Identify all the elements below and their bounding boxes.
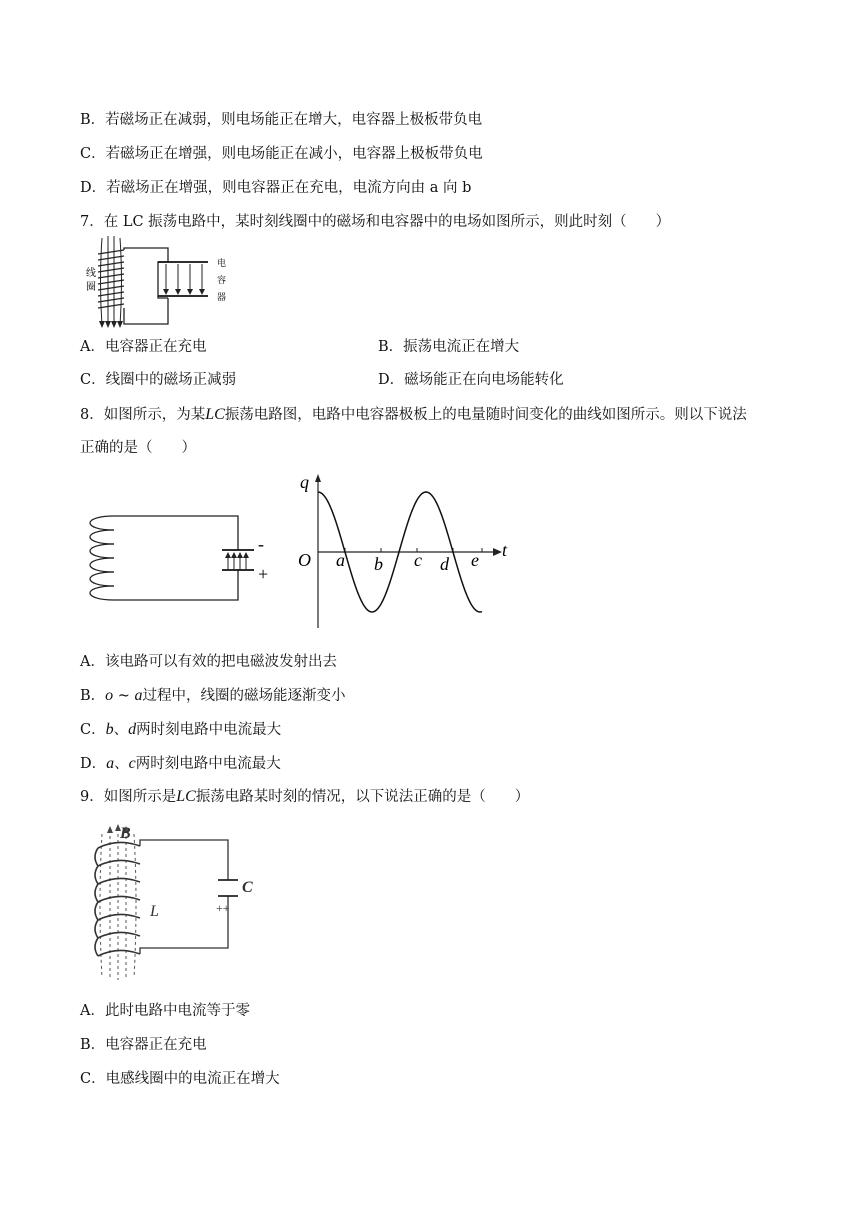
q7-cap-label-char3: 器 [217, 292, 227, 302]
q8-graph-point-d: d [440, 554, 449, 574]
q8-option-c-d: d [128, 721, 137, 738]
q8-option-c-b: b [105, 721, 114, 738]
q8-stem-post: 振荡电路图，电路中电容器极板上的电量随时间变化的曲线如图所示。则以下说法 [224, 407, 747, 423]
q8-option-d [80, 754, 281, 774]
q8-graph-point-a: a [336, 550, 345, 570]
q8-plate-plus: + [258, 564, 269, 584]
q9-label-C: C [242, 879, 253, 896]
q8-option-b-o: o [105, 687, 114, 704]
q6-option-b: B．若磁场正在减弱，则电场能正在增大，电容器上极板带负电 [80, 112, 483, 128]
q8-stem [80, 405, 747, 425]
q7-option-c: C．线圈中的磁场正减弱 [80, 372, 237, 388]
q8-stem-pre: 8．如图所示，为某 [80, 407, 206, 423]
q8-option-c-sep: 、 [113, 722, 129, 738]
q9-option-b: B．电容器正在充电 [80, 1037, 207, 1053]
q6-option-d: D．若磁场正在增强，则电容器正在充电，电流方向由 a 向 b [80, 180, 472, 196]
q8-option-b-tilde: ~ [113, 688, 135, 704]
q8-option-c-prefix: C． [80, 722, 106, 738]
q8-option-b-prefix: B． [80, 688, 106, 704]
q9-stem-lc: LC [176, 788, 196, 805]
q9-figure [80, 822, 260, 984]
q8-graph-y-label: q [300, 472, 309, 492]
q9-option-c: C．电感线圈中的电流正在增大 [80, 1071, 280, 1087]
q8-option-c-text: 两时刻电路中电流最大 [136, 722, 282, 738]
q8-option-a: A．该电路可以有效的把电磁波发射出去 [80, 654, 337, 670]
q8-option-d-prefix: D． [80, 756, 107, 772]
q7-coil-label-char1: 线 [86, 268, 96, 279]
q7-option-d: D．磁场能正在向电场能转化 [378, 372, 564, 388]
q8-graph-origin: O [298, 550, 311, 570]
q7-cap-label-char1: 电 [217, 258, 227, 268]
q8-stem-line2: 正确的是（ ） [80, 440, 196, 456]
q9-stem-pre: 9．如图所示是 [80, 789, 177, 805]
q7-cap-label-char2: 容 [217, 275, 227, 285]
q8-graph-point-e: e [471, 550, 479, 570]
q8-option-d-a: a [106, 755, 115, 772]
q7-coil-label-char2: 圈 [86, 282, 96, 293]
q7-stem: 7．在 LC 振荡电路中，某时刻线圈中的磁场和电容器中的电场如图所示，则此时刻（ ） [80, 214, 671, 230]
q8-option-c [80, 720, 281, 740]
q8-option-b [80, 686, 346, 706]
q8-graph-point-c: c [414, 550, 422, 570]
q9-option-a: A．此时电路中电流等于零 [80, 1003, 250, 1019]
q8-option-b-a: a [134, 687, 143, 704]
q8-circuit-diagram [88, 508, 278, 608]
q9-label-L: L [150, 903, 159, 920]
q8-q-t-graph [296, 470, 516, 632]
q8-option-b-text: 过程中，线圈的磁场能逐渐变小 [142, 688, 346, 704]
q6-option-c: C．若磁场正在增强，则电场能正在减小，电容器上极板带负电 [80, 146, 483, 162]
q8-graph-point-b: b [374, 554, 383, 574]
q8-option-d-sep: 、 [114, 756, 129, 772]
q9-label-B: B [120, 825, 131, 842]
q7-option-b: B．振荡电流正在增大 [378, 339, 520, 355]
q9-stem-post: 振荡电路某时刻的情况，以下说法正确的是（ ） [195, 789, 530, 805]
q9-stem [80, 787, 529, 807]
q8-option-d-text: 两时刻电路中电流最大 [135, 756, 281, 772]
q8-option-d-c: c [128, 755, 136, 772]
q9-plus-signs: ++ [216, 901, 230, 915]
q8-stem-lc: LC [205, 406, 225, 423]
q8-graph-x-label: t [502, 540, 508, 560]
q7-option-a: A．电容器正在充电 [80, 339, 207, 355]
q8-plate-minus: - [258, 534, 264, 554]
q7-figure [80, 236, 240, 328]
